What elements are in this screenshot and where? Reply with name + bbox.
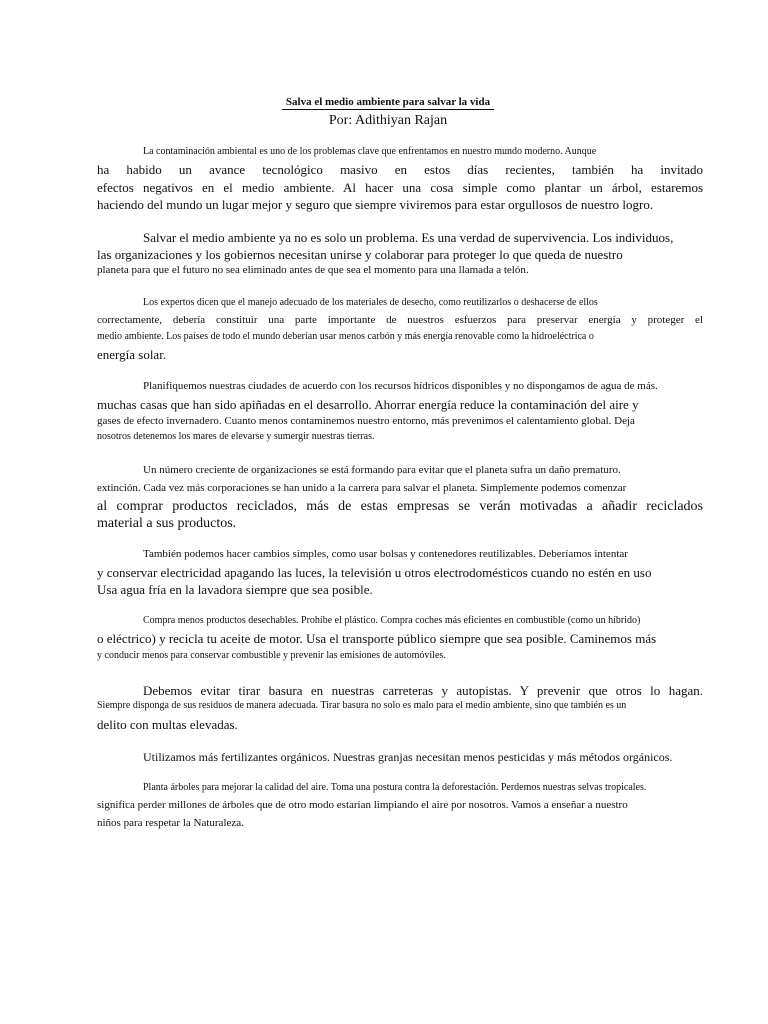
paragraph-8-line-3: delito con multas elevadas. [97,717,238,732]
paragraph-5-line-3: al comprar productos reciclados, más de estas empresas se verán motivadas a añadir reciclados [97,499,703,514]
paragraph-10-line-3: niños para respetar la Naturaleza. [97,817,244,829]
paragraph-4-line-4: nosotros detenemos los mares de elevarse y sumergir nuestras tierras. [97,431,375,442]
paragraph-6-line-2: y conservar electricidad apagando las luces, la televisión u otros electrodomésticos cuando no estén en uso [97,565,652,580]
paragraph-6-line-1: También podemos hacer cambios simples, como usar bolsas y contenedores reutilizables. Deberíamos intentar [143,548,628,560]
paragraph-3-line-3: medio ambiente. Los países de todo el mundo deberían usar menos carbón y más energía renovable como la hidroeléctrica o [97,331,594,342]
paragraph-1-line-3: efectos negativos en el medio ambiente. Al hacer una cosa simple como plantar un árbol, estaremos [97,180,703,195]
paragraph-7-line-1: Compra menos productos desechables. Prohíbe el plástico. Compra coches más eficientes en combustible (como un híbrido) [143,615,641,626]
paragraph-2-line-3: planeta para que el futuro no sea eliminado antes de que sea el momento para una llamada a telón. [97,264,529,276]
paragraph-3-line-2: correctamente, debería constituir una parte importante de nuestros esfuerzos para preservar energía y proteger el [97,314,703,326]
paragraph-7-line-3: y conducir menos para conservar combustible y prevenir las emisiones de automóviles. [97,650,446,661]
paragraph-7-line-2: o eléctrico) y recicla tu aceite de motor. Usa el transporte público siempre que sea posible. Caminemos más [97,631,657,646]
paragraph-1-line-4: haciendo del mundo un lugar mejor y seguro que siempre viviremos para estar orgullosos de nuestro logro. [97,197,654,212]
paragraph-6-line-3: Usa agua fría en la lavadora siempre que sea posible. [97,582,373,597]
paragraph-2-line-1: Salvar el medio ambiente ya no es solo un problema. Es una verdad de supervivencia. Los individuos, [143,230,674,245]
paragraph-3-line-1: Los expertos dicen que el manejo adecuado de los materiales de desecho, como reutilizarlos o deshacerse de ellos [143,297,598,308]
paragraph-5-line-4: material a sus productos. [97,516,237,531]
paragraph-3-line-4: energía solar. [97,347,167,362]
paragraph-1-line-1: La contaminación ambiental es uno de los problemas clave que enfrentamos en nuestro mundo moderno. Aunque [143,146,597,157]
paragraph-9-line-1: Utilizamos más fertilizantes orgánicos. Nuestras granjas necesitan menos pesticidas y más métodos orgánicos. [143,750,673,764]
paragraph-4-line-1: Planifiquemos nuestras ciudades de acuerdo con los recursos hídricos disponibles y no dispongamos de agua de más. [143,380,658,392]
paragraph-4-line-3: gases de efecto invernadero. Cuanto menos contaminemos nuestro entorno, más prevenimos el calentamiento global. Deja [97,415,635,427]
paragraph-5-line-2: extinción. Cada vez más corporaciones se han unido a la carrera para salvar el planeta. Simplemente podemos comenzar [97,482,627,494]
paragraph-4-line-2: muchas casas que han sido apiñadas en el desarrollo. Ahorrar energía reduce la contaminación del aire y [97,397,639,412]
paragraph-1-line-2: ha habido un avance tecnológico masivo en estos días recientes, también ha invitado [97,162,703,177]
document-author: Por: Adithiyan Rajan [328,113,448,128]
paragraph-8-line-1: Debemos evitar tirar basura en nuestras carreteras y autopistas. Y prevenir que otros lo hagan. [143,683,703,698]
paragraph-8-line-2: Siempre disponga de sus residuos de manera adecuada. Tirar basura no solo es malo para el medio ambiente, sino que también es un [97,700,627,711]
paragraph-10-line-2: significa perder millones de árboles que de otro modo estarían limpiando el aire por nosotros. Vamos a enseñar a nuestro [97,799,628,811]
paragraph-10-line-1: Planta árboles para mejorar la calidad del aire. Toma una postura contra la deforestación. Perdemos nuestras selvas tropicales. [143,782,647,793]
document-title: Salva el medio ambiente para salvar la vida [282,96,494,110]
paragraph-5-line-1: Un número creciente de organizaciones se está formando para evitar que el planeta sufra un daño prematuro. [143,464,621,476]
paragraph-2-line-2: las organizaciones y los gobiernos necesitan unirse y colaborar para proteger lo que queda de nuestro [97,247,623,262]
